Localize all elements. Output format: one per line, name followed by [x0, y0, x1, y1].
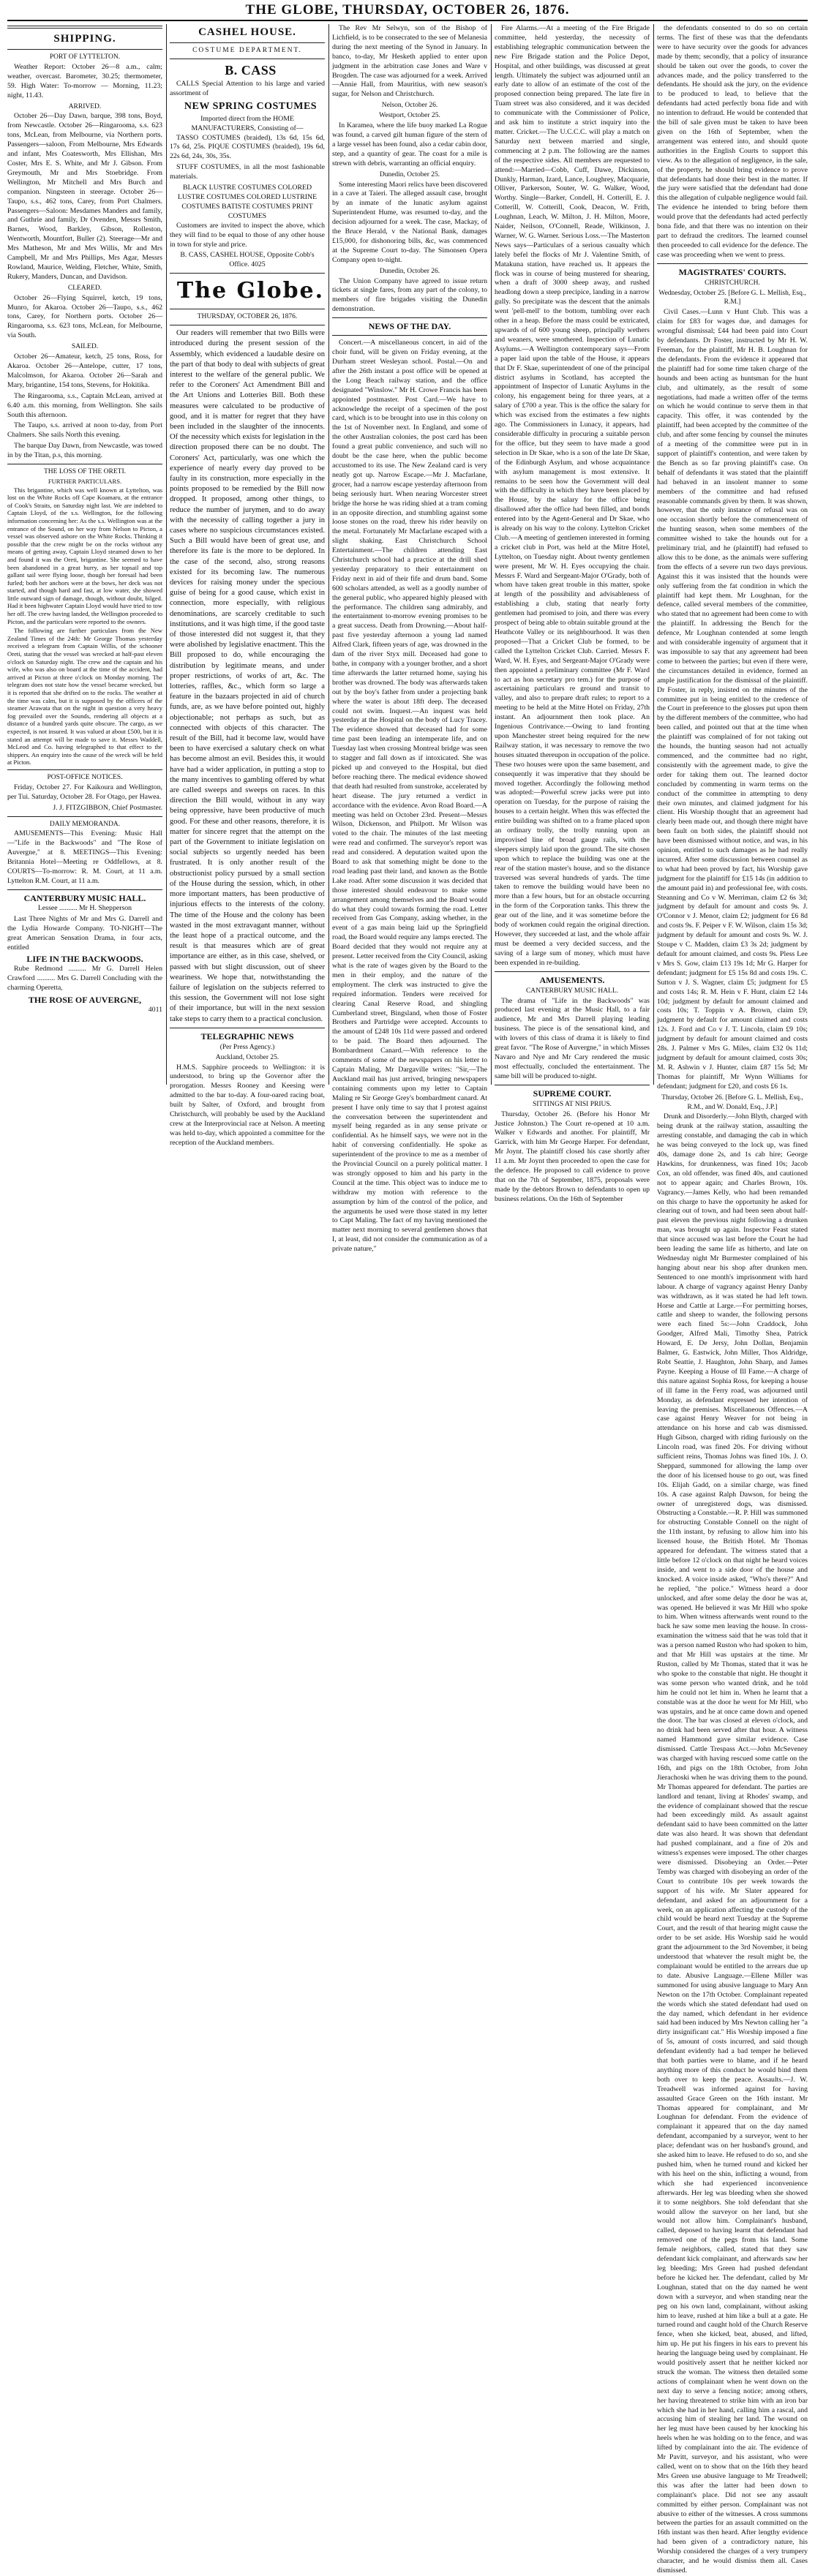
column-2 — [170, 24, 325, 1147]
sailed-text: October 26—Amateur, ketch, 25 tons, Ross, for Akaroa. October 26—Antelope, cutter, 17 tons, Malcolmson, for Akaroa. October 26—Sarah and Mary, brigantine, 154 tons, Stevens, for Hokitika. — [7, 353, 162, 389]
lustre-list: BLACK LUSTRE COSTUMES COLORED LUSTRE COSTUMES COLORED LUSTRINE COSTUMES BATISTE COSTUMES PRINT COSTUMES — [177, 184, 318, 220]
leader-article: Our readers will remember that two Bills were introduced during the present session of the Assembly, which evidenced a laudable desire on the part of that body to deal with subjects of great interest to the welfare of the general public. We refer to the Coroners' Act Amendment Bill and the Art Unions and Lotteries Bill. Both these measures were calculated to be productive of good, and it is matter for regret that they have been included in the slaughter of the innocents. Of the necessity which exists for legislation in the direction proposed there can be no doubt. The Coroners' Act, particularly, was one which the experience of nearly every day proved to be faulty in its construction, more especially in the points proposed to be remedied by the Bill now dropped. It proposed, among other things, to reduce the number of jurymen, and to do away with the necessity of calling together a jury in cases where no suspicious circumstances existed. Such a Bill would have been of great use, and therefore its fate is the more to be deplored. In the case of the second, also, strong reasons existed for its becoming law. The numerous devices for raising money under the specious guise of being for a good cause, which exist in connection, more especially, with religious denominations, are scarcely creditable to such institutions, and it was high time, if the good taste of those interested did not suggest it, that they were abolished by legislative enactment. This the Bill proposed to do, while encouraging the distribution by legitimate means, and under proper restrictions, of works of art, &c. The lotteries, raffles, &c., which form so large a feature in the bazaars projected in aid of church funds, are, as we have before pointed out, highly objectionable; not perhaps as such, but as connected with objects of this character. The result of the Bill, had it become law, would have been to have exercised a salutary check on what has become almost an evil. Besides this, it would have had a wider application, in putting a stop to the many incentives to gambling offered by what are called sweeps and sweeps on races. In this direction the Bill would, without in any way being oppressive, have been productive of much good. For these and other reasons, therefore, it is matter for sincere regret that the attempt on the part of the Government to initiate legislation on social subjects so urgently needed has been frustrated. It is only another result of the obstructionist policy pursued by a small section of the House during the session, which, in other more important matters, has been productive of injurious effects to the interests of the colony. The time of the House and the colony has been wasted in the most extravagant manner, without the least hope of a practical outcome, and the result is that measures which are of great importance are either, as in this case, shelved, or passed with but slight discussion, out of sheer weariness. We hope that, notwithstanding the failure of legislation on the subjects referred to this session, the Government will not lose sight of their importance, but will in the next session take steps to carry them to a practical conclusion. — [170, 329, 325, 1023]
column-divider — [328, 24, 329, 1085]
section-rule — [7, 26, 162, 29]
section-rule — [7, 889, 162, 890]
westport-text: In Karamea, where the life buoy marked La Rogue was found, a carved gilt human figure of the stern of a large vessel has been found, also a cedar cabin door, step, and a quantity of gear. The coast for a mile is strewn with debris, warranting an official enquiry. — [332, 121, 487, 167]
cass-calls: CALLS Special Attention to his large and varied assortment of — [170, 79, 325, 97]
section-rule — [170, 42, 325, 43]
masthead: THE GLOBE, THURSDAY, OCTOBER 26, 1876. — [245, 2, 570, 18]
loss-text-2: The following are further particulars from the New Zealand Times of the 24th: Mr George Thomas yesterday received a telegram from Captain Willis, of the schooner Oreti, stating that the vessel was wrecked at half-past eleven o'clock on Saturday night. The crew and the captain and his wife, who was also on board at the time of the accident, had arrived at Picton at three o'clock on Monday morning. The telegram does not state how the vessel became wrecked, but it is reported that she drifted on to the rocks. The weather at the time was calm, but it is supposed by the officers of the steamer Arawata that on the night in question a very heavy fog prevailed over the Sounds, rendering all objects at a distance of a hundred yards quite obscure. The cargo, as we expected, is not insured. It was valued at about £500, but it is stated an attempt will be made to save it. Messrs Waddell, McLeod and Co. having telegraphed to that effect to the shippers. An enquiry into the cause of the wreck will be held at Picton. — [7, 627, 162, 767]
magistrates-heading: MAGISTRATES' COURTS. — [678, 266, 786, 277]
column-5 — [657, 24, 808, 2575]
costume-list: TASSO COSTUMES (braided), 13s 6d, 15s 6d, 17s 6d, 25s. PIQUE COSTUMES (braided), 19s 6d, 22s 6d, 24s, 30s, 35s. — [170, 133, 325, 161]
news-heading: NEWS OF THE DAY. — [368, 321, 451, 332]
loss-text: This brigantine, which was well known at Lyttelton, was lost on the White Rocks off Cape Koamaru, at the entrance of Cook's Straits, on Saturday night last. We are indebted to Captain Lloyd, of the s.s. Wellington, for the following information concerning her: As the s.s. Wellington was at the entrance of the Sound, on her way from Nelson to Picton, a vessel was observed ashore on the White Rocks. Thinking it possible that the crew might be on the rocks without any means of getting away, Captain Lloyd steamed down to her and found it was the Oreti, brigantine. She seemed to have been abandoned in a great hurry, as her topsail and top gallant sail were flying loose, though her foresail had been furled; both her anchors were at the bows, her deck was not started, and though hard and fast, at low water, she showed little outward sign of damage, though, without doubt, bilged. Had it been highwater Captain Lloyd would have tried to tow her off. The crew having landed, the Wellington proceeded to Picton, and the particulars were reported to the owners. — [7, 486, 162, 625]
musichall-lessee: Lessee .......... Mr H. Shepperson — [37, 903, 132, 912]
spring-costumes: NEW SPRING COSTUMES — [184, 100, 318, 112]
westport-dateline: Westport, October 25. — [379, 112, 440, 120]
section-rule — [170, 273, 325, 274]
fire-alarms-text: Fire Alarms.—At a meeting of the Fire Brigade committee, held yesterday, the necessity of establishing telegraphic communication between the new Fire Brigade station and the Police Depot, Hospital, and other buildings, was discussed at great length. Ultimately the subject was adjourned until an early date to allow of an estimate of the cost of the proposed connection being prepared. The late fire in Tuam street was also considered, and it was decided to communicate with the Commissioner of Police, and ask him to institute a strict inquiry into the matter. Cricket.—The U.C.C.C. will play a match on Saturday next between married and single, commencing at 2 p.m. The following are the names of the respective sides. All members are requested to attend:—Married—Cobb, Cuff, Dawe, Dickinson, Dunkly, Harman, Izard, Lance, Loughrey, Macquarie, Olliver, Parkerson, Souter, W. G. Walker, Wood, Worthy. Single—Barker, Condell, H. Cotterill, E. J. Cotterill, W. Cotterill, Cook, Deacon, W. Frith, Loughnan, Leach, W. Milton, J. H. Milton, Moore, Naider, Neilson, O'Connell, Reade, Wilkinson, J. Warner, W. G. Warner. Serious Loss.—The Masterton News says—Particulars of a serious casualty which lately befel the flocks of Mr J. Valentine Smith, of Matakuna station, have reached us. It appears the flock was in course of being mustered for shearing, when a draft of 3000 sheep away, and rushed headlong down a steep precipice, landing in a narrow gully. So precipitate was the descent that the animals went 'pell-mell' to the bottom, tumbling over each other in a heap. Before the mass could be extricated, upwards of of 600 young sheep, principally wethers and weaners, were smothered. Inspection of Lunatic Asylums.—A Wellington contemporary says—From a paper laid upon the table of the House, it appears that Dr F. Skae, superintendent of one of the principal district asylums in Scotland, has accepted the appointment of Inspector of Lunatic Asylums in the colony, his engagement being for three years, at a salary of £700 a year. This is the office the salary for which was excised from the estimates a few nights ago. The Commissioners in Lunacy, it appears, had considerable difficulty in procuring a suitable person for the office, but they seem to have made a good selection in Dr Skae, who is a son of the late Dr Skae, of the Edinburgh Asylum, and whose acquaintance with asylum management is most extensive. It remains to be seen how the Government will deal with the difficulty in which they have been placed by the House, by the salary for the office being disallowed after the office had been filled, and bonds entered into by the Agent-General and Dr Skae, who is already on his way to the colony. Lyttelton Cricket Club.—A meeting of gentlemen interested in forming a cricket club in Port, was held at the Mitre Hotel, Lyttelton, on Tuesday night. About twenty gentlemen were present, Mr W. H. Eyes occupying the chair. Messrs F. Ward and Sergeant-Major O'Grady, both of whom have taken great trouble in this matter, spoke at length of the possibility and advisableness of establishing a club, stating that nearly forty gentlemen had promised to join, and there was every prospect of being able to obtain suitable ground at the Heathcote Valley or its neighbourhood. It was then proposed—That a Cricket Club be formed, to be called the Lyttelton Cricket Club. Carried. Messrs F. Ward, W. H. Eyes, and Sergeant-Major O'Grady were then appointed a preliminary committee (Mr F. Ward to act as hon secretary pro tem.) for the purpose of ascertaining particulars re ground and transit to valley, and also to prepare draft rules; to report to a meeting to be held at the Mitre Hotel on Friday, 27th instant. An adjournment then took place. An Ingenious Contrivance.—Owing to land fronting upon Manchester street being required for the new Railway station, it was necessary to remove the two houses situated thereupon in occupation of the police. These two houses were upon the same basement, and consequently it was imperative that they should be moved together. Accordingly the following method was adopted:—Powerful screw jacks were put into operation on Tuesday, for the purpose of raising the houses to a certain height. When this was effected the entire building was shifted on to a frame placed upon an ordinary trolly, the trolly running upon an improvised line of broad gauge rails, with the sleepers simply laid upon the ground. The site chosen upon which to replace the building was one at the rear of the station master's house, and so the distance traversed was several hundreds of yards. The time taken to remove the building would have been no more than a few hours, but for an obstacle occurring in the form of the Corporation tanks. This threw the gear out of the line, and it was sometime before the body of workmen could regain the original direction. However, they succeeded at last, and the whole affair must be deemed a very decided success, and the saving of a large sum of money, which must have been expended in re-building. — [495, 24, 650, 967]
masthead-rule — [7, 20, 808, 21]
thursday-text: Drunk and Disorderly.—John Blyth, charged with being drunk at the railway station, assaulting the arresting constable, and damaging the cab in which he was being conveyed to the lock up, was fined 40s, damage done 2s, and 1s cab hire; George Hawkins, for drunkenness, was fined 10s; Jacob Cox, an old offender, was fined 40s, and cautioned not to appear again; and Charles Brown, 10s. Vagrancy.—James Kelly, who had been remanded on this charge to have the opportunity he asked for clearing out of town, and had been seen about half-past eleven the previous night following a drunken man, was brought up again. Inspector Feast stated that since accused was last before the Court he had been leading the same life as hitherto, and late on Wednesday night Mr Burmester complained of his hanging about near his shop after drunken men. Sentenced to one month's imprisonment with hard labour. A charge of vagrancy against Henry Danby was withdrawn, as it was stated he had left town. Horse and Cattle at Large.—For permitting horses, cattle and sheep to wander, the following persons were each fined 5s:—John Craddock, John Goodger, Alfred Mali, Timothy Shea, Patrick Howard, E. De Jersy, John Dollan, Benjamin Balmer, G. Eastwick, John Miller, Thos Aldridge, Robt Seattie, J. Haughton, John Sharp, and James Payne. Keeping a House of Ill Fame.—A charge of this nature against Sophia Ross, for keeping a house of ill fame in the Ferry road, was adjourned until Monday, as defendant expressed her intention of leaving the premises. Miscellaneous Offences.—A case against Henry Weaver for not being in attendance on his horse and cab was dismissed. Hugh Gibson, charged with riding furiously on the Lincoln road, was fined 20s. For driving without sufficient reins, Thomas Johns was fined 10s. J. O. Sheppard, summoned for allowing the lamp over the door of his licensed house to go out, was fined 10s. Elijah Gadd, on a similar charge, was fined 10s. A case against Ralph Dawson, for being the owner of unregistered dogs, was dismissed. Obstructing a Constable.—R. P. Hill was summoned for obstructing Constable Connell on the night of the 11th instant, by refusing to allow him into his licensed house, the British Hotel. Mr Thomas appeared for defendant. The witness stated that a little before 12 o'clock on that night he heard voices inside, and went to a side door of the house and knocked. A voice inside asked, "Who's there?" And he replied, "the police." Witness heard a door unlocked, and after some delay the door he was at, was opened. He believed it was Mr Hill who spoke to him. When witness afterwards went round to the back he saw some men leaving the house. In cross-examination the witness said that he was told that it was a person named Ruston who had spoken to him, and that Mr Hill was upstairs at the time. Mr Ruston, called by Mr Thomas, stated that it was he who spoke to the constable that night. He thought it was some person who wanted drink, and he told him he could not let him in. When he learnt that a constable was at the door he went for Mr Hill, who was upstairs, and he at once came down and opened the door. The bar was closed at eleven o'clock, and no drink had been served after that hour. A witness named Hammond gave similar evidence. Case dismissed. Cattle Trespass Act.—John McSeveney was charged with having rescued some cattle on the 16th, and pigs on the 18th October, from John Jierachoski when he was driving them to the pound. Mr Thomas appeared for defendant. The parties are landlord and tenant, living at Rhodes' swamp, and the evidence of complainant showed that the rescue had been exceedingly mild. As assault against defendant said to have been committed on the latter date was also heard. It was shown that defendant had pushed complainant, and a fine of 20s and witness's expenses were imposed. The other charges were dismissed. Disobeying an Order.—Peter Temby was charged with disobeying an order of the Court to contribute 10s per week towards the support of his wife. Mr Slater appeared for defendant, and asked for an adjournment for a week, on an application affecting the custody of the child would be heard next Tuesday at the Supreme Court, and the result of that hearing might cause the order to be set aside. His Worship said he would grant the adjournment to the 3rd November, it being understood that whatever the result might be, the complainant would be entitled to the arrears due up to date. Abusive Language.—Ellene Miller was summoned for using abusive language to Mary Ann Newton on the 17th October. Complainant repeated the words which she stated defendant had used on the day named, which defendant in her evidence said had been induced by Mrs Newton calling her "a dirty insignificant cat." His Worship imposed a fine of 5s, amount of costs incurred, and said though defendant evidently had a bad temper he believed that both parties were to blame, and if he heard anything more of this conduct he would bind them both over to keep the peace. Assaults.—J. W. Treadwell was informed against for having assaulted Grace Green on the 16th instant. Mr Thomas appeared for complainant, and Mr Loughnan for defendant. From the evidence of complainant it appeared that on the day named defendant, accompanied by a surveyor, went to her place; defendant was on her husband's ground, and she asked him to leave. He refused to do so, and she pushed him, when he turned round and kicked her with his heel on the shin, inflicting a wound, from which she had experienced inconvenience afterwards. Her leg was bleeding when she showed it to some neighbors. She told defendant that she would allow the surveyor on her land, but she would not allow him. Complainant's husband, called, deposed to having learnt that defendant had removed one of the pegs from his land. Some female neighbors, called, stated that they saw defendant kick complainant, and afterwards saw her leg bleeding; Mrs Green had pushed defendant before he kicked her. The defendant, called by Mr Loughnan, stated that on the day named he went down with a surveyor, and when standing near the peg on his own land, complainant, without asking him to leave, rushed at him like a bull at a gate. He turned round and caught hold of the Church Reserve fence, when she kicked, beat, abused, and lifted, him up. He put his fingers in his ears to prevent his hearing the language being used by complainant. He would positively assert that he neither kicked nor struck the woman. The witness then detailed some actions of complainant when he went down on the next day to serve a fencing notice; among others, her having threatened to strike him with an iron bar which she had in her hand, calling him a rascal, and accusing him of stealing her land. The wound on her leg must have been caused by her knocking his heels when he was holding on to the fence, and was lifted by complainant into the air. The evidence of Mr Pavitt, surveyor, and his assistant, who were called, went on to show that on the 16th they heard Mrs Green use abusive language to Mr Treadwell; this was after the latter had been down to complainant's place. Did not see any assault committed by either person. Complainant was not abusive to either of the witnesses. A cross summons between the parties for an assault committed on the 16th instant was then heard. After lengthy evidence had been given of a contradictory nature, his Worship considered the charges of a very trumpery character, and he would dismiss them all. Cases dismissed. — [657, 1112, 808, 2575]
postoffice-text: Friday, October 27. For Kaikoura and Wellington, per Tui. Saturday, October 28. For Otago, per Hawea. — [7, 783, 162, 801]
nelson-dateline: Nelson, October 26. — [381, 102, 438, 110]
section-rule — [495, 971, 650, 972]
port-heading: PORT OF LYTTELTON. — [49, 53, 121, 61]
column-4 — [495, 24, 650, 1203]
amusements-subheading: CANTERBURY MUSIC HALL. — [525, 987, 619, 995]
musichall-operetta: THE ROSE OF AUVERGNE, — [28, 995, 142, 1006]
musichall-heading: CANTERBURY MUSIC HALL. — [23, 892, 146, 903]
imported-line: Imported direct from the HOME MANUFACTURERS, Consisting of— — [191, 114, 304, 132]
globe-date: THURSDAY, OCTOBER 26, 1876. — [197, 313, 298, 321]
page-columns — [7, 24, 808, 2575]
supreme-continued: the defendants consented to do so on certain terms. The first of these was that the defendants were to have security over the goods for advances made by them; secondly, that a policy of insurance should be taken out over the goods, to cover the advances made, and the policy transferred to the defendants. He should ask the jury, on the evidence to be produced to lead, to believe that the defendants had acted perfectly bona fide and with no intention to defraud. He would be contended that the bill of sale given must be taken to have been given on the 16th of September, when the arrangement was entered into, and should quote authorities in the English Courts to support this view. As to the allegation of negligence, in the sale, of the property, he should bring evidence to prove that defendants had done their best in the matter. If the jury were satisfied that the defendant had done this the allegation of culpable negligence would fail. The evidence he intended to bring before them would prove that the defendants had acted perfectly bona fide, and that there was no intention on their part to defraud the creditors. The learned counsel then proceeded to call evidence for the defence. The case was proceeding when we went to press. — [657, 24, 808, 259]
postoffice-heading: POST-OFFICE NOTICES. — [47, 773, 123, 781]
taupo-note: The Taupo, s.s. arrived at noon to-day, from Port Chalmers. She sails North this evening. — [7, 421, 162, 440]
civil-cases-text: Civil Cases.—Lunn v Hunt Club. This was a claim for £83 for wages due, and damages for wrongful dismissal; £44 had been paid into Court by defendants. Dr Foster, instructed by Mr H. W. Freeman, for the plaintiff, Mr H. B. Loughnan for the defendants. From the evidence it appeared that the plaintiff had for some time taken charge of the hounds and been acting as huntsman for the hunt club, and ultimately, as the result of some negotiations, had made a written offer of the terms on which he would continue to serve them in that capacity. This offer, it was contended by the plaintiff, had been accepted by the committee of the club, and after some fencing by counsel the minutes of a meeting of the committee were put in in support of plaintiff's contention, and were taken by the Bench as so far proving plaintiff's case. On behalf of defendants it was stated that the plaintiff had behaved in an insolent manner to some members of the committee and had refused reasonable commands given by them. It was shown, however, that the only instance of refusal was on one occasion shortly before the commencement of the hunting season, when some members of the committee wished to take the hounds out for a preliminary trial, and he (plaintiff) had refused to allow this to be done, as the animals were suffering from the effects of a severe run two days previous. Against this it was insisted that the hounds were only suffering from the fat condition in which the plaintiff had kept them. Mr Loughnan, for the defence, called several members of the committee, who stated that no agreement had been come to with the plaintiff. In addressing the Bench for the defence, Mr Loughnan contended at some length and with considerable ingenuity of argument that it was impossible to say that any agreement had been come to between the parties; but even if there were, the circumstances detailed in evidence, formed an ample justification for the dismissal of the plaintiff. Dr Foster, in reply, insisted on the minutes of the committee put in being entitled to the credence of the Court in preference to the glosses put upon them by the different members of the committee, who had been called, and pointed out that at the time when the plaintiff was complained of for not taking out the hounds, the hunting season had not actually commenced, and the committee had no right, consistently with the agreement made, to give the order for taking them out. The learned doctor concluded by commenting in warm terms on the conduct of the committee in attempting to deny their own minutes, and claimed judgment for his client. His Worship thought that an agreement had clearly been made out, and though there might have been fault on both sides, the plaintiff should not have been dismissed without notice, and was, in his opinion, entitled to such damages as he had really incurred. After some discussion between counsel as to what had been proved by fact, his Worship gave judgment for the plaintiff for £15 14s (in addition to the amount paid in) and professional fee, with costs. Steanning and Co v W. Merriman, claim £2 6s 3d; judgment by default for amount and costs 9s. J. O'Connor v J. Menor, claim £2; judgment for £6 8d and costs 9s. F. Peiper v F. W. Wilson, claim 15s 3d; judgment by default for amount and costs 9s. W. J. Stoupe v C. Madden, claim £3 3s 2d; judgment by default for amount claimed, and costs 9s. Pless Lee v Mrs S. Gow, claim £13 19s 1d; Mr G. Harper for defendant; judgment for £5 15s 8d and costs 19s. C. Sutton v J. S. Wagner, claim £5; judgment for £5 and costs 14s; R. M. Hein v F. Hunt, claim £2 14s 10d; judgment by default for amount claimed and costs 10s; T. Toppin v A. Brown, claim £9; judgment by default for amount claimed and costs 12s. J. Ford and Co v J. T. Lincoln, claim £9 10s; judgment by default for amount claimed and costs 28s. J. Palmer v Mrs G. Miles, claim £32 0s 11d; judgment by default for amount claimed, costs 30s; M. R. Ashwin v J. Hunter, claim £87 15s 5d; Mr Thomas for plaintiff, Mr Wynn Williams for defendant; judgment for £20, and costs £6 1s. — [657, 308, 808, 1091]
cleared-heading: CLEARED. — [67, 284, 102, 292]
section-rule — [332, 335, 487, 336]
column-divider — [653, 24, 654, 1085]
cass-name: B. CASS — [225, 62, 277, 78]
customers-note: Customers are invited to inspect the above, which they will find to be equal to those of any other house in town for style and price. — [170, 221, 325, 249]
amusements-text: The drama of "Life in the Backwoods" was produced last evening at the Music Hall, to a fair audience, Mr and Mrs Darrell playing leading business. The piece is of the sensational kind, and with lovers of this class of drama it is likely to find great favor. "The Rose of Auvergne," in which Misses Navaro and Nye and Mr Cary rendered the music most effectually, concluded the entertainment. The same bill will be produced to-night. — [495, 996, 650, 1080]
thursday-dateline: Thursday, October 26. [Before G. L. Mellish, Esq., R.M., and W. Donald, Esq., J.P.] — [661, 1093, 803, 1111]
globe-title: The Globe. — [176, 278, 325, 304]
dunedin-text-2: The Union Company have agreed to issue return tickets at single fares, from any part of the colony, to members of fire brigades visiting the Dunedin demonstration. — [332, 276, 487, 314]
column-divider — [166, 24, 167, 1085]
cashel-heading: CASHEL HOUSE. — [198, 26, 296, 38]
shipping-heading: SHIPPING. — [53, 33, 116, 45]
postmaster-signature: J. J. FITZGIBBON, Chief Postmaster. — [53, 803, 162, 812]
loss-heading: THE LOSS OF THE ORETI. — [44, 468, 126, 476]
supreme-text: Thursday, October 26. (Before his Honor Mr Justice Johnston.) The Court re-opened at 10 a.m. Walker v Edwards and another. For plaintiff, Mr Garrick, with him Mr George Harper. For defendant, Mr Joynt. The plaintiff closed his case shortly after 11 a.m. Mr Joynt then proceeded to open the case for the defence. He proposed to call evidence to prove that on the 7th of September, 1875, proposals were made by the debtors Brown to defendants to open up business relations. On the 16th of September — [495, 1110, 650, 1203]
stuff-costumes: STUFF COSTUMES, in all the most fashionable materials. — [170, 163, 325, 181]
per-press: (Per Press Agency.) — [219, 1043, 275, 1051]
selwyn-text: The Rev Mr Selwyn, son of the Bishop of Lichfield, is to be consecrated to the see of Melanesia during the next meeting of the Synod in January. In banco, to-day, Mr Hesketh applied to enter upon judgment in the arbitration case Jones and Ware v Brogden. The case was adjourned for a week. Arrived—Annie Hall, from Mauritius, with new season's sugar, for Nelson and Christchurch. — [332, 24, 487, 99]
musichall-ref: 4011 — [148, 1006, 162, 1014]
telegraphic-heading: TELEGRAPHIC NEWS — [200, 1031, 294, 1042]
column-divider — [491, 24, 492, 1085]
dunedin-text-1: Some interesting Maori relics have been discovered in a cave at Taieri. The alleged assault case, brought by an inmate of the lunatic asylum against Superintendent Hume, was resumed to-day, and the decision adjourned for a week. The case, Mackay, of the Bruce Herald, v the National Bank, damages £15,000, for dishonoring bills, &c, was commenced at the Supreme Court to-day. The Simonsen Opera Company open to-night. — [332, 180, 487, 264]
memoranda-heading: DAILY MEMORANDA. — [49, 820, 121, 828]
supreme-heading: SUPREME COURT. — [533, 1088, 612, 1099]
memoranda-text: AMUSEMENTS—This Evening: Music Hall—"Life in the Backwoods" and "The Rose of Auvergne," at 8. MEETINGS—This Evening: Britannia Hotel—Meeting re Oddfellows, at 8. COURTS—To-morrow: R. M. Court, at 11 a.m. Lyttelton R.M. Court, at 11 a.m. — [7, 829, 162, 885]
section-rule — [7, 49, 162, 50]
dunedin-dateline-1: Dunedin, October 25. — [379, 170, 440, 178]
supreme-subheading: SITTINGS AT NISI PRIUS. — [532, 1100, 612, 1108]
amusements-heading: AMUSEMENTS. — [539, 974, 605, 985]
loss-subheading: FURTHER PARTICULARS. — [48, 477, 122, 485]
sailed-heading: SAILED. — [71, 343, 99, 351]
news-text: Concert.—A miscellaneous concert, in aid of the choir fund, will be given on Friday evening, at the Durham street Wesleyan school. Postal.—On and after the 26th instant a post office will be opened at the Long Beach railway station, and the office designated "Winslow." Mr H. Crowe Francis has been appointed postmaster. Post Card.—We have to acknowledge the receipt of a specimen of the post card, which is to be brought into use in this colony on the 1st of November next. In England, and some of the other Australian colonies, the post card has been found a great public convenience, and such will no doubt be the case here, when the public become accustomed to its use. The New Zealand card is very neatly got up. Narrow Escape.—Mr J. Macfarlane, grocer, had a narrow escape yesterday afternoon from being seriously hurt. When nearing Worcester street bridge the horse he was riding shied at a tram coming in an opposite direction, and stumbling against some loose stones on the road, threw his rider heavily on the metal. Fortunately Mr Macfarlane escaped with a slight shaking. East Christchurch School Entertainment.—The children attending East Christchurch school had a practice at the drill shed yesterday preparatory to their entertainment on Friday next in aid of their fife and drum band. Some 600 scholars attended, as well as a goodly number of the general public, who appeared highly pleased with the performance. The children sang admirably, and the entertainment to-morrow evening promises to be a great success. Death from Drowning.—About half-past five yesterday afternoon a young lad named Alfred Clark, fifteen years of age, was drowned in the dam of the river Styx mill. Deceased had gone to bathe, in company with a younger brother, and a short time afterwards the latter returned home, saying his brother was drowned. The body was afterwards taken out by the boy's father from under a projecting bank where the water is about 18ft deep. The deceased could not swim. Inquest.—An inquest was held yesterday at the Hospital on the body of Lucy Tracey. The evidence showed that deceased had for some time past been leading an intemperate life, and on Tuesday last when crossing Montreal bridge was seen to stagger and fall down as if intoxicated. She was picked up and conveyed to the Hospital, but died before reaching there. The medical evidence showed that death had resulted from sunstroke, accelerated by heart disease. The jury returned a verdict in accordance with the evidence. Avon Road Board.—A meeting was held on October 23rd. Present—Messrs Wilson, Dickenson, and Philpott. Mr Wilson was voted to the chair. The minutes of the last meeting were read and confirmed. The surveyor's report was read and considered. A deputation waited upon the Board to ask that something might be done to the road leading past their land, and known as the Bottle Lake road. After some discussion it was decided that those interested should endeavour to make some arrangement among themselves and the Board would do what they could towards forming the road. Letter received from Gas Company, asking whether, in the event of a gas main being laid up the Springfield road, the Board would require any lamps erected. The Board decided that they would not require any at present. Letter received from the City Council, asking what is the rate of wages given by the Board to the men in their employ, and the nature of the employment. The clerk was instructed to give the required information. Tenders were received for clearing Canal Reserve Road, and shingling Cumberland street, Bingsland, when those of Foster Brothers and Partridge were accepted. Accounts to the amount of £248 10s 11d were passed and ordered to be paid. The Board then adjourned. The Bombardment Canard.—With reference to the comments of some of the newspapers on his letter to Captain Maling, Mr Dargaville writes: "Sir,—The Auckland mail has just arrived, bringing newspapers containing comments upon my letter to Captain Maling re Sir George Grey's bombardment canard. At present I have only time to say that I protest against the conversation between the superintendent and myself being regarded as in any sense private or confidential. As he himself says, we were not in the habit of conversing confidentially. He spoke as superintendent of the province to me as a member of the Provincial Council on a purely political matter. I was strongly opposed to him and his party in the Council at the time. This object was to induce me to withdraw my motion with reference to the assumption by him of the control of the police, and the arguments he used were those stated in my letter to Capt Maling. The fact of my having mentioned the matter next morning to several gentlemen shows that I, at least, did not consider the communication as of a private nature," — [332, 339, 487, 1254]
cleared-text: October 26—Flying Squirrel, ketch, 19 tons, Munro, for Akaroa. October 26—Taupo, s.s., 462 tons, Carey, for Northern ports. October 26—Ringarooma, s.s. 623 tons, McLean, for Melbourne, via South. — [7, 293, 162, 340]
weather-report: Weather Report: October 26—8 a.m., calm; weather, overcast. Barometer, 30.25; thermometer, 59. High Water: To-morrow — Morning, 11.23; night, 11.43. — [7, 62, 162, 99]
musichall-cast: Rube Redmond .......... Mr G. Darrell Helen Crawford .......... Mrs G. Darrell Concluding with the charming Operetta, — [7, 965, 162, 993]
christchurch-heading: CHRISTCHURCH. — [705, 279, 760, 287]
dunedin-dateline-2: Dunedin, October 26. — [379, 267, 440, 275]
section-rule — [657, 263, 808, 264]
daydawn-note: The barque Day Dawn, from Newcastle, was towed in by the Titan, p.s, this morning. — [7, 442, 162, 460]
section-rule — [7, 816, 162, 817]
section-rule — [332, 317, 487, 318]
arrived-text: October 26—Day Dawn, barque, 398 tons, Boyd, from Newcastle. October 26—Ringarooma, s.s. 623 tons, McLean, from Melbourne, via Northern ports. Passengers—saloon, From Melbourne, Mrs Edwards and infant, Mrs Coatesworth, Mrs Ellishan, Mrs Coster, Mrs E. S. White, and Mr J. Gibson. From Greymouth, Mr and Mrs Stoebridge. From Wellington, Mr Mitchell and Mrs Burch and companion. Ningsteen in steerage. October 26—Taupo, s.s., 462 tons, Carey, from Port Chalmers. Passengers—Saloon: Mesdames Manders and family, and Guthrie and family, Dr Ovenden, Messrs Smith, Barnes, Wood, Barkley, Gibson, Rolleston, Wentworth, Mountfort, Buller (2). Steerage—Mr and Mrs Matheson, Mr and Mrs Willis, Mr and Mrs Campbell, Mr and Mrs Phillips, Mrs Agar, Messrs Rowland, Maurice, Welding, Fletcher, White, Smith, Rukery, Manders, Duncan, and Davidson. — [7, 112, 162, 281]
section-rule — [7, 769, 162, 770]
musichall-play: LIFE IN THE BACKWOODS. — [26, 954, 143, 965]
auckland-dateline: Auckland, October 25. — [215, 1053, 279, 1061]
musichall-text: Last Three Nights of Mr and Mrs G. Darrell and the Lydia Howarde Company. TO-NIGHT—The great American Sensation Drama, in four acts, entitled — [7, 914, 162, 952]
ringarooma-note: The Ringarooma, s.s., Captain McLean, arrived at 6.40 a.m. this morning, from Wellington. She sails South this afternoon. — [7, 391, 162, 419]
auckland-text: H.M.S. Sapphire proceeds to Wellington: it is understood, to bring up the Governor after the prorogation. Messrs Rooney and Keesing were admitted to the bar to-day. A four-oared racing boat, built by Salter, of Oxford, and brought from Christchurch, will probably be used by the Auckland crew at the Interprovincial race at Nelson. A meeting was held to-day, which appointed a committee for the reception of the Auckland members. — [170, 1063, 325, 1147]
column-3 — [332, 24, 487, 1254]
cass-signature: B. CASS, CASHEL HOUSE, Opposite Cobb's Office. 4025 — [180, 251, 315, 269]
costume-dept: COSTUME DEPARTMENT. — [192, 47, 302, 54]
arrived-heading: ARRIVED. — [68, 102, 102, 110]
wednesday-dateline: Wednesday, October 25. [Before G. L. Mellish, Esq., R.M.] — [658, 289, 806, 306]
column-1 — [7, 24, 162, 1085]
